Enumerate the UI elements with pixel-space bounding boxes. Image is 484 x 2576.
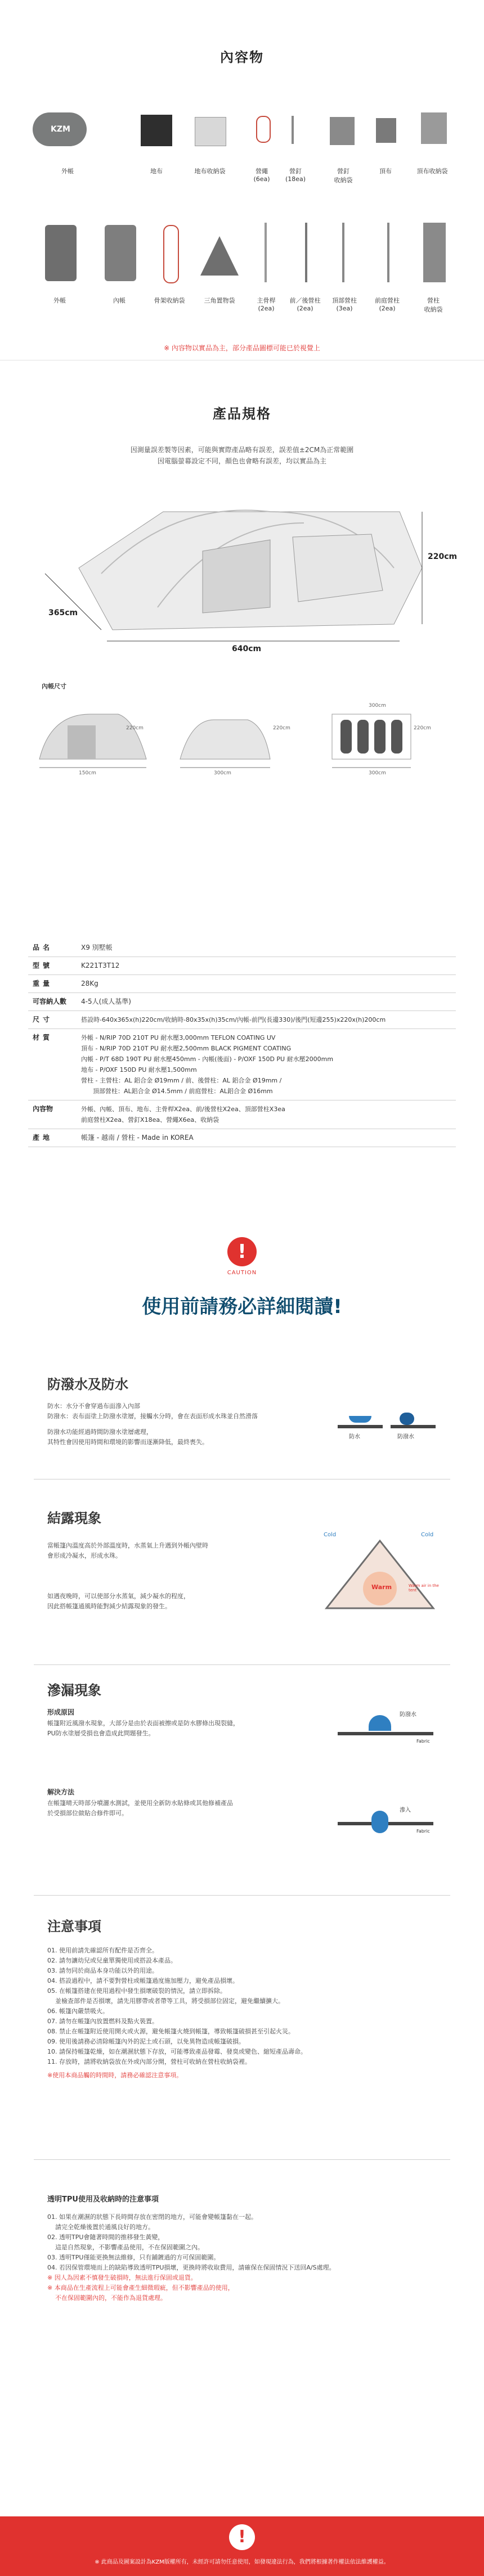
tpu-item: 02. 透明TPU會隨著時間的推移發生黃變， xyxy=(47,2234,164,2241)
spec-intro-1: 因測量誤差製等因素，可能與實際產品略有誤差，誤差值±2CM為正常範圍 xyxy=(130,446,354,454)
contents-label-7: 頂布 xyxy=(379,168,392,175)
notice-item: 07. 請勿在帳篷內放置燃料及點火裝置。 xyxy=(47,2018,158,2025)
caution-section xyxy=(0,1237,484,1366)
contents-label-3: 地布收納袋 xyxy=(194,168,226,175)
small-dim-2: 220cm xyxy=(126,725,144,731)
spec-value: K221T3T12 xyxy=(77,957,456,975)
caution-badge: CAUTION xyxy=(227,1270,257,1276)
contents-label-16: 前庭營柱 (2ea) xyxy=(375,297,400,312)
caution-heading: 使用前請務必詳細閱讀! xyxy=(142,1296,342,1318)
spec-key: 品名 xyxy=(28,939,77,957)
waterproof-fig-2: 防潑水 xyxy=(397,1434,414,1440)
notice-item: 06. 帳篷內嚴禁吸火。 xyxy=(47,2007,109,2015)
notice-warning: ※使用本商品觸的時間時，請務必確認注意事項。 xyxy=(47,2072,183,2079)
divider xyxy=(34,2159,450,2160)
tpu-warning-1: ※ 因人為因素不慎發生破損時，無法進行保固或退貨。 xyxy=(47,2274,197,2281)
spec-row xyxy=(28,975,456,993)
main-pole-icon xyxy=(265,223,267,282)
ground-sheet-icon xyxy=(141,115,172,146)
spec-section xyxy=(0,360,484,1164)
spec-row xyxy=(28,1029,456,1100)
caution-icon: ! xyxy=(227,1237,257,1266)
spec-key: 可容納人數 xyxy=(28,993,77,1011)
notice-item: 03. 請勿同於商品本身功能以外的用途。 xyxy=(47,1967,158,1974)
inner-size-diagram xyxy=(34,697,450,782)
spec-title: 產品規格 xyxy=(213,406,271,422)
spec-row xyxy=(28,1011,456,1029)
small-dim-3: 300cm xyxy=(214,770,231,776)
contents-label-10: 內帳 xyxy=(113,297,126,304)
spec-key: 產地 xyxy=(28,1129,77,1147)
condensation-title: 結露現象 xyxy=(47,1510,101,1526)
fabric-icon xyxy=(338,1732,433,1735)
waterproof-text-2: 防潑水功能經過時間防潑水塗層處理， 其特性會因使用時間和環境的影響而逐漸降低，最終喪失。 xyxy=(47,1428,208,1446)
contents-label-1: 外帳 xyxy=(61,168,74,175)
contents-note: ※ 內容物以實品為主，部分產品圖標可能已於視覺上 xyxy=(164,344,320,352)
inner-tent-icon xyxy=(105,225,136,281)
droplet-icon xyxy=(400,1413,414,1425)
peg-bag-icon xyxy=(330,117,355,145)
front-pole-icon xyxy=(305,223,307,282)
contents-label-15: 頂部營柱 (3ea) xyxy=(332,297,357,312)
small-dim-6: 220cm xyxy=(414,725,431,731)
small-dim-7: 300cm xyxy=(369,703,386,709)
notice-item: 05. 在帳篷搭建在使用過程中發生損壞破裂的情況，請立即拆除。 xyxy=(47,1987,226,1995)
spec-key: 內容物 xyxy=(28,1100,77,1129)
tpu-item: 請完全乾燥後置於通風良好的地方。 xyxy=(47,2223,154,2231)
inner-size-label: 內帳尺寸 xyxy=(42,683,66,690)
small-dim-1: 150cm xyxy=(79,770,96,776)
notice-item: 01. 使用前請先確認所有配件是否齊全。 xyxy=(47,1947,158,1954)
small-dim-4: 300cm xyxy=(369,770,386,776)
small-dim-5: 220cm xyxy=(273,725,290,731)
contents-label-8: 頂布收納袋 xyxy=(416,168,448,175)
condensation-text-1: 當帳篷內溫度高於外部溫度時，水蒸氣上升遇到外帳內壁時 會形成冷凝水，形成水珠。 xyxy=(47,1542,208,1559)
waterproof-text-1: 防水：水分不會穿過布面滲入內部 防潑水：表布面塗上防潑水塗層，接觸水分時，會在表面形成水珠並自然滑落 xyxy=(47,1402,258,1420)
notice-item: 08. 禁止在帳篷附近使用開火或火源，避免帳篷火燒到帳篷，導致帳篷破損甚至引起火災。 xyxy=(47,2028,294,2035)
seepage-title: 滲漏現象 xyxy=(47,1682,101,1698)
tpu-title: 透明TPU使用及收納時的注意事項 xyxy=(47,2195,159,2204)
dim-length: 640cm xyxy=(232,644,262,653)
pole-pouch-icon xyxy=(423,223,446,282)
drop-icon xyxy=(349,1416,371,1423)
spec-row xyxy=(28,939,456,957)
tpu-item: 01. 如果在潮濕的狀態下長時間存放在密閉的地方，可能會變帳篷黏在一起。 xyxy=(47,2213,257,2221)
top-pole-icon xyxy=(342,223,344,282)
seepage-section xyxy=(0,1670,484,1895)
warm-label: Warm xyxy=(371,1584,392,1591)
contents-label-13: 主骨桿 (2ea) xyxy=(257,297,276,312)
footer-text: ※ 此商品及圖案設計為KZM版權所有，未經許可請勿任意使用，如發現違法行為，我們將根據著作權法依法維護權益。 xyxy=(95,2559,389,2565)
water-drop-icon xyxy=(371,1811,388,1833)
contents-section xyxy=(0,0,484,371)
spec-key: 材質 xyxy=(28,1029,77,1100)
contents-label-14: 前／後營柱 (2ea) xyxy=(289,297,321,312)
divider xyxy=(34,1664,450,1665)
pole-bag-icon xyxy=(163,225,179,283)
spec-value: 搭設時-640x365x(h)220cm/收納時-80x35x(h)35cm/內帳-前門(長邊330)/後門(短邊255)x220x(h)200cm xyxy=(77,1011,456,1029)
guy-rope-icon xyxy=(256,116,271,143)
water-drop-icon xyxy=(369,1715,391,1731)
footer-warning-icon: ! xyxy=(229,2524,255,2550)
spec-value: 外帳 - N/RIP 70D 210T PU 耐水壓3,000mm TEFLON COATING UV 頂布 - N/RIP 70D 210T PU 耐水壓2,500mm BLACK PIGMENT COATING 內帳 - P/T 68D 190T PU 耐水壓450mm - 內帳(後面) - P/OXF 150D PU 耐水壓2000mm 地布 - P/OXF 150D PU 耐水壓1,500mm 營柱 - 主營柱：AL 鋁合金 Ø19mm / 前、後營柱：AL 鋁合金 Ø19mm / 頂部營柱：AL鋁合金 Ø14.5mm / 前庭營柱：AL鋁合金 Ø16mm xyxy=(77,1029,456,1100)
spec-value: X9 別墅帳 xyxy=(77,939,456,957)
seepage-fig-2: Fabric xyxy=(416,1739,430,1744)
dim-height: 220cm xyxy=(428,552,458,561)
ground-sheet-bag-icon xyxy=(195,117,226,146)
roof-bag-icon xyxy=(421,112,447,144)
tpu-item: 03. 透明TPU僅能更換無法維修，只有鋪鍍過的方可保固範圍。 xyxy=(47,2254,220,2261)
spec-row xyxy=(28,1129,456,1147)
notice-item: 10. 請保持帳篷乾燥，如在潮濕狀態下存放，可能導致產品發霉、發臭或變色、縮短產品壽命。 xyxy=(47,2048,307,2055)
triangle-pouch-icon xyxy=(200,236,239,276)
fabric-icon xyxy=(391,1425,436,1428)
tpu-warning-2: ※ 本商品在生產流程上可能會產生細微瑕疵，但不影響產品的使用， xyxy=(47,2284,234,2291)
tpu-section xyxy=(0,2165,484,2334)
seepage-sub-2: 解決方法 xyxy=(47,1788,75,1796)
waterproof-title: 防潑水及防水 xyxy=(47,1377,128,1392)
contents-label-9: 外帳 xyxy=(53,297,66,304)
notice-title: 注意事項 xyxy=(47,1919,101,1934)
seepage-fig-4: Fabric xyxy=(416,1829,430,1834)
condensation-text-2: 如遇夜晚時，可以使部分水蒸氣，減少凝水的程度， 因此搭帳篷通風時能對減少結露現象的發生。 xyxy=(47,1592,190,1610)
outer-tent-bag-icon: KZM xyxy=(33,112,87,146)
spec-value: 28Kg xyxy=(77,975,456,993)
seepage-text-2: 在帳篷晴天時部分噴灑水測試，並使用全新防水貼條或其他修補產品 於受損部位做貼合修件即可。 xyxy=(47,1799,233,1817)
spec-table xyxy=(28,939,456,1147)
cold-label-1: Cold xyxy=(324,1532,337,1538)
footer-bar xyxy=(0,2516,484,2576)
outer-tent-icon xyxy=(45,225,77,281)
spec-value: 帳篷 - 越南 / 營柱 - Made in KOREA xyxy=(77,1129,456,1147)
condensation-diagram xyxy=(315,1530,445,1619)
contents-label-6: 營釘 收納袋 xyxy=(334,168,353,184)
seepage-text-1: 帳篷附近風潑水現象，大部分是由於表面被擦或是防水膠條出現裂縫， PU防水塗層受損也會造成此問題發生。 xyxy=(47,1720,239,1737)
contents-label-2: 地布 xyxy=(150,168,163,175)
warm-note: Warm air in the tent xyxy=(409,1584,439,1592)
tent-diagram xyxy=(34,478,450,658)
notice-item: 04. 搭設過程中，請不要對營柱或帳篷過度施加壓力，避免產品損壞。 xyxy=(47,1977,239,1984)
divider xyxy=(34,1895,450,1896)
notice-item: 02. 請勿讓幼兒或兒童單獨使用或搭設本產品。 xyxy=(47,1957,177,1964)
notice-section xyxy=(0,1901,484,2137)
contents-title: 內容物 xyxy=(220,49,264,65)
seepage-sub-1: 形成原因 xyxy=(47,1708,75,1716)
roof-sheet-icon xyxy=(376,118,396,143)
fabric-icon xyxy=(338,1425,383,1428)
spec-row xyxy=(28,993,456,1011)
contents-label-17: 營柱 收納袋 xyxy=(424,297,443,313)
notice-item: 並檢查部件是否損壞，請先用膠帶或者帶等工具，將受損部位固定，避免繼續擴大。 xyxy=(47,1997,284,2005)
seepage-fig-3: 滲入 xyxy=(400,1807,411,1813)
condensation-section xyxy=(0,1485,484,1664)
spec-row xyxy=(28,957,456,975)
dim-width: 365cm xyxy=(48,608,78,617)
spec-key: 型號 xyxy=(28,957,77,975)
notice-item: 09. 使用後請務必清除帳篷內外的泥土或石頭，以免異物造成帳篷破損。 xyxy=(47,2038,245,2045)
waterproof-section xyxy=(0,1350,484,1479)
spec-intro-2: 因電腦螢幕設定不同，顏色也會略有誤差，均以實品為主 xyxy=(157,457,326,465)
spec-row xyxy=(28,1100,456,1129)
spec-key: 尺寸 xyxy=(28,1011,77,1029)
spec-value: 外帳、內帳、頂布、地布、主骨桿X2ea、前/後營柱X2ea、頂部營柱X3ea 前庭營柱X2ea、營釘X18ea、營繩X6ea、收納袋 xyxy=(77,1100,456,1129)
peg-icon xyxy=(292,116,294,144)
spec-value: 4-5人(成人基準) xyxy=(77,993,456,1011)
seepage-fig-1: 防潑水 xyxy=(400,1712,416,1718)
contents-label-11: 骨架收納袋 xyxy=(154,297,185,304)
tpu-item: 這是自然現象，不影響產品使用，不在保固範圍之內。 xyxy=(47,2244,204,2251)
tpu-warning-3: 不在保固範圍內的，不能作為退貨處理。 xyxy=(55,2294,167,2302)
vestibule-pole-icon xyxy=(387,223,389,282)
contents-label-5: 營釘 (18ea) xyxy=(285,168,306,183)
cold-label-2: Cold xyxy=(421,1532,434,1538)
waterproof-fig-1: 防水 xyxy=(349,1434,360,1440)
contents-label-4: 營繩 (6ea) xyxy=(253,168,270,183)
notice-item: 11. 存放時，請將收納袋放在外或內部分開，營柱可收納在營柱收納袋裡。 xyxy=(47,2058,251,2065)
spec-key: 重量 xyxy=(28,975,77,993)
tpu-item: 04. 若因保管環境而上的缺陷導致透明TPU損壞，更換時將收取費用，請確保在保固情況下送回A/S處理。 xyxy=(47,2264,335,2271)
contents-label-12: 三角置物袋 xyxy=(204,297,235,304)
